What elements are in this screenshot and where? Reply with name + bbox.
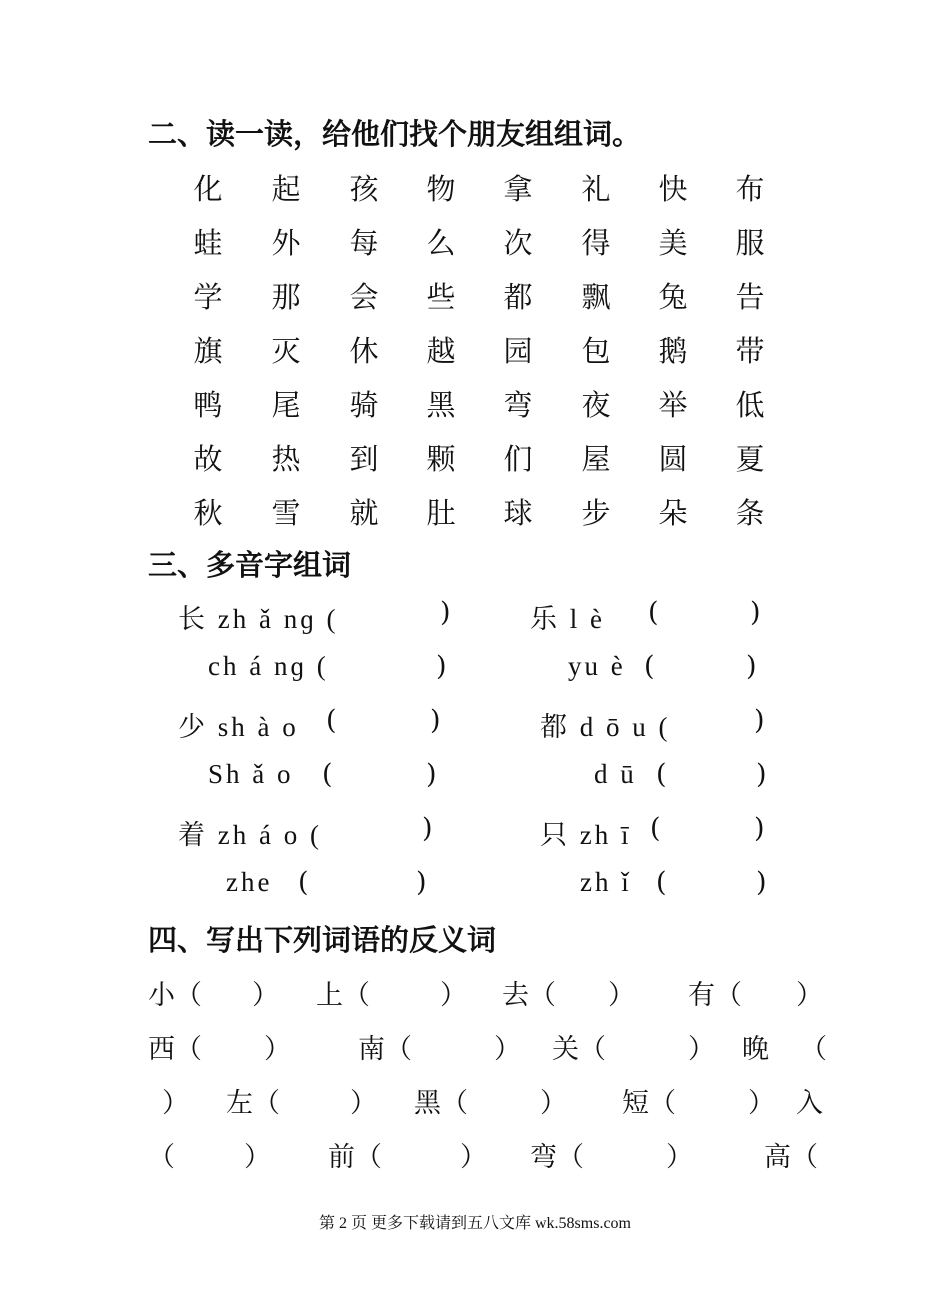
grid-character: 肚: [426, 496, 456, 530]
antonym-text: （: [800, 1034, 827, 1065]
paren-open: (: [656, 759, 667, 790]
antonym-text: 晚: [742, 1034, 769, 1065]
paren-open: (: [648, 597, 659, 628]
grid-character: 弯: [503, 388, 533, 422]
antonym-text: ）: [264, 1034, 291, 1065]
polyphone-right-2: yu è: [568, 651, 626, 681]
grid-character: 雪: [271, 496, 301, 530]
paren-close: ): [440, 597, 451, 628]
grid-character: 鸭: [193, 388, 223, 422]
paren-close: ): [430, 705, 441, 736]
grid-character: 起: [271, 172, 301, 206]
antonym-text: 上（: [316, 980, 370, 1011]
polyphone-left-3: 少 sh à o: [178, 712, 299, 742]
grid-character: 颗: [426, 442, 456, 476]
polyphone-left-2: ch á nɡ (: [208, 651, 329, 681]
antonym-text: ）: [666, 1142, 693, 1173]
grid-character: 学: [193, 280, 223, 314]
polyphone-right-6: zh ǐ: [580, 867, 632, 897]
grid-character: 些: [426, 280, 456, 314]
polyphone-right-5: 只 zh ī: [540, 820, 632, 850]
antonym-text: ）: [608, 980, 635, 1011]
grid-character: 带: [735, 334, 765, 368]
paren-close: ): [754, 705, 765, 736]
page-footer: 第 2 页 更多下载请到五八文库 wk.58sms.com: [318, 1215, 631, 1232]
antonym-text: ）: [350, 1088, 377, 1119]
grid-character: 孩: [349, 172, 379, 206]
grid-character: 蛙: [193, 226, 223, 260]
antonym-text: 南（: [358, 1034, 412, 1065]
antonym-text: ）: [252, 980, 279, 1011]
paren-close: ): [422, 813, 433, 844]
grid-character: 飘: [581, 280, 611, 314]
grid-character: 圆: [658, 442, 688, 476]
grid-character: 告: [735, 280, 765, 314]
grid-character: 化: [193, 172, 223, 206]
paren-close: ): [436, 651, 447, 682]
grid-character: 就: [349, 496, 379, 530]
grid-character: 灭: [271, 334, 301, 368]
antonym-text: （: [148, 1142, 175, 1173]
antonym-text: 左（: [226, 1088, 280, 1119]
grid-character: 故: [193, 442, 223, 476]
paren-close: ): [754, 813, 765, 844]
paren-close: ): [756, 867, 767, 898]
grid-character: 美: [658, 226, 688, 260]
grid-character: 朵: [658, 496, 688, 530]
grid-character: 包: [581, 334, 611, 368]
polyphone-left-6: zhe: [226, 867, 273, 897]
antonym-text: ）: [494, 1034, 521, 1065]
grid-character: 低: [735, 388, 765, 422]
antonym-text: ）: [540, 1088, 567, 1119]
polyphone-right-4: d ū: [594, 759, 637, 789]
antonym-text: 短（: [622, 1088, 676, 1119]
antonym-text: ）: [796, 980, 823, 1011]
section2-title: 二、读一读，给他们找个朋友组组词。: [148, 117, 642, 151]
grid-character: 举: [658, 388, 688, 422]
grid-character: 夜: [581, 388, 611, 422]
grid-character: 秋: [193, 496, 223, 530]
antonym-text: 有（: [688, 980, 742, 1011]
grid-character: 鹅: [658, 334, 688, 368]
grid-character: 每: [349, 226, 379, 260]
antonym-text: 黑（: [414, 1088, 468, 1119]
paren-open: (: [650, 813, 661, 844]
grid-character: 礼: [581, 172, 611, 206]
grid-character: 黑: [426, 388, 456, 422]
polyphone-left-5: 着 zh á o (: [178, 820, 322, 850]
section4-title: 四、写出下列词语的反义词: [148, 923, 497, 957]
grid-character: 得: [581, 226, 611, 260]
grid-character: 骑: [349, 388, 379, 422]
grid-character: 园: [503, 334, 533, 368]
grid-character: 休: [349, 334, 379, 368]
grid-character: 服: [735, 226, 765, 260]
paren-close: ): [746, 651, 757, 682]
antonym-text: 弯（: [530, 1142, 584, 1173]
paren-open: (: [644, 651, 655, 682]
grid-character: 条: [735, 496, 765, 530]
paren-close: ): [750, 597, 761, 628]
antonym-text: ）: [748, 1088, 775, 1119]
antonym-text: 高（: [764, 1142, 818, 1173]
polyphone-left-1: 长 zh ǎ nɡ (: [178, 604, 339, 634]
grid-character: 越: [426, 334, 456, 368]
antonym-text: 小（: [148, 980, 202, 1011]
paren-close: ): [756, 759, 767, 790]
grid-character: 热: [271, 442, 301, 476]
grid-character: 旗: [193, 334, 223, 368]
antonym-text: 西（: [148, 1034, 202, 1065]
grid-character: 会: [349, 280, 379, 314]
grid-character: 夏: [735, 442, 765, 476]
grid-character: 到: [349, 442, 379, 476]
paren-open: (: [298, 867, 309, 898]
antonym-text: 去（: [502, 980, 556, 1011]
polyphone-right-3: 都 d ō u (: [540, 712, 671, 742]
paren-open: (: [326, 705, 337, 736]
grid-character: 布: [735, 172, 765, 206]
antonym-text: ）: [244, 1142, 271, 1173]
grid-character: 屋: [581, 442, 611, 476]
antonym-text: 入: [796, 1088, 823, 1119]
antonym-text: 关（: [552, 1034, 606, 1065]
antonym-text: ）: [440, 980, 467, 1011]
grid-character: 那: [271, 280, 301, 314]
grid-character: 拿: [503, 172, 533, 206]
grid-character: 们: [503, 442, 533, 476]
grid-character: 球: [503, 496, 533, 530]
polyphone-right-1: 乐 l è: [530, 604, 605, 634]
grid-character: 么: [426, 226, 456, 260]
paren-close: ): [416, 867, 427, 898]
grid-character: 外: [271, 226, 301, 260]
grid-character: 快: [658, 172, 688, 206]
antonym-text: ）: [460, 1142, 487, 1173]
antonym-text: 前（: [328, 1142, 382, 1173]
grid-character: 尾: [271, 388, 301, 422]
paren-close: ): [426, 759, 437, 790]
grid-character: 兔: [658, 280, 688, 314]
polyphone-left-4: Sh ǎ o: [208, 759, 294, 789]
grid-character: 步: [581, 496, 611, 530]
antonym-text: ）: [162, 1088, 189, 1119]
antonym-text: ）: [688, 1034, 715, 1065]
paren-open: (: [322, 759, 333, 790]
grid-character: 次: [503, 226, 533, 260]
paren-open: (: [656, 867, 667, 898]
section3-title: 三、多音字组词: [148, 548, 352, 582]
grid-character: 都: [503, 280, 533, 314]
grid-character: 物: [426, 172, 456, 206]
